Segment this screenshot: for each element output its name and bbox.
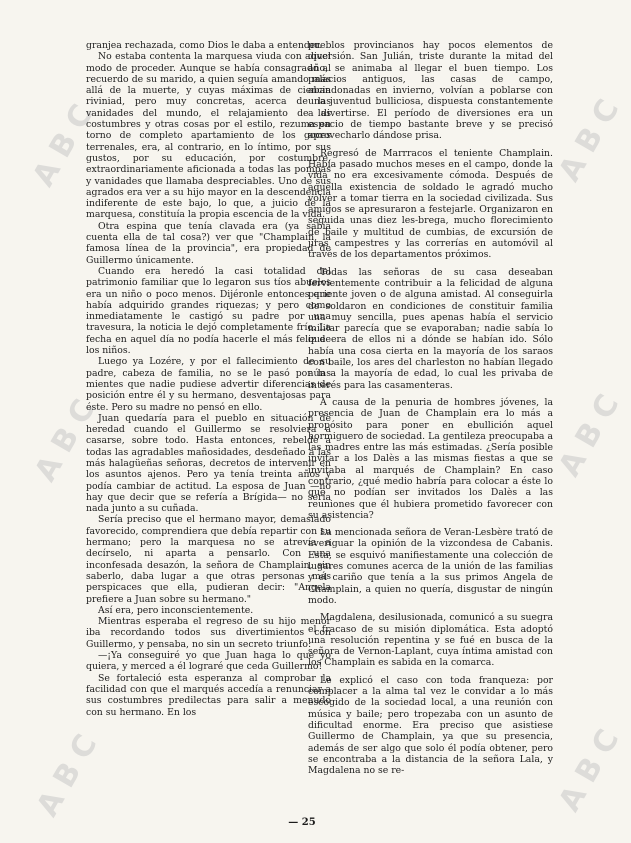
paragraph: Se fortaleció esta esperanza al comprobar la facilidad con que el marqués accedía a renunciar a sus costumbres predilectas para salir a menudo con su hermano. En los bbox=[86, 672, 331, 718]
paragraph: Regresó de Marrracos el teniente Champlain. Había pasado muchos meses en el campo, donde la vida no era excesivamente cómoda. Después de aquella existencia de soldado le agradó mucho volver a tomar tierra en la sociedad civilizada. Sus amigos se apresuraron a festejarle. Organizaron en seguida unas diez les-brega, mucho florecimiento de baile y multitud de cumbias, de excursión de jiras campestres y las correrías en automóvil al través de los departamentos próximos. bbox=[308, 147, 553, 261]
paragraph: Mientras esperaba el regreso de su hijo menor iba recordando todos sus divertimientos con Guillermo, y pensaba, no sin un secreto triunfo: bbox=[86, 616, 331, 650]
paragraph: pueblos provincianos hay pocos elementos de diversión. San Julián, triste durante la mitad del año, se animaba al llegar el buen tiempo. Los palacios antiguos, las casas de campo, abandonadas en invierno, volvían a poblarse con una juventud bulliciosa, dispuesta constantemente a divertirse. El período de diversiones era un espacio de tiempo bastante breve y se precisó aprovecharlo dándose prisa. bbox=[308, 40, 553, 142]
paragraph: Así era, pero inconscientemente. bbox=[98, 604, 254, 616]
right-text-column bbox=[308, 40, 553, 776]
watermark-abc: ABC bbox=[30, 720, 110, 823]
left-text-column bbox=[86, 40, 331, 718]
watermark-abc: ABC bbox=[552, 380, 631, 483]
watermark-abc: ABC bbox=[552, 715, 631, 818]
paragraph: Juan quedaría para el pueblo en situación de heredad cuando el Guillermo se resolviera a casarse, sobre todo. Hasta entonces, rebelde a todas las agradables mañosidades, desdeñado a las más halagüeñas señoras, decretos de intervenir en los asuntos ajenos. Pero ya tenía treinta años y podía cambiar de actitud. La esposa de Juan —no hay que decir que se refería a Brígida— no sería nada junto a su cuñada. bbox=[86, 412, 331, 515]
paragraph: Todas las señoras de su casa deseaban fervientemente contribuir a la felicidad de alguna pariente joven o de alguna amistad. Al conseguirla de soldaron en condiciones de constituir familia una muy sencilla, pues apenas había el servicio militar parecía que se evaporaban; nadie sabía lo que era de ellos ni a dónde se habían ido. Sólo había una cosa cierta en la mayoría de los saraos con baile, los ares del charleston no habían llegado aún a la mayoría de edad, lo cual les privaba de interés para las casamenteras. bbox=[308, 266, 553, 391]
paragraph: La mencionada señora de Veran-Lesbère trató de averiguar la opinión de la vizcondesa de Cabanis. Esta, se esquivó manifiestamente una colección de lugares comunes acerca de la unión de las familias y el cariño que tenía a la sus primos Angela de Champlain, a quien no quería, disgustar de ningún modo. bbox=[308, 527, 553, 606]
page-number: — 25 bbox=[288, 817, 316, 828]
watermark-abc: ABC bbox=[552, 85, 631, 188]
watermark-abc: ABC bbox=[28, 385, 108, 488]
paragraph: Magdalena, desilusionada, comunicó a su suegra el fracaso de su misión diplomática. Esta adoptó una resolución repentina y se fué en busca de la señora de Vernon-Laplant, cuya íntima amistad con los Champlain es sabida en la comarca. bbox=[308, 612, 553, 669]
paragraph: Sería preciso que el hermano mayor, demasiado favorecido, comprendiera que debía repartir con su hermano; pero la marquesa no se atrevía a decírselo, ni aparta a pensarlo. Con una inconfesada desazón, la señora de Champlain, sin saberlo, daba lugar a que otras personas más perspicaces que ella, pudieran decir: "Angela prefiere a Juan sobre su hermano." bbox=[86, 514, 331, 605]
paragraph: No estaba contenta la marquesa viuda con aquel modo de proceder. Aunque se había consagrado al recuerdo de su marido, a quien seguía amando más allá de la muerte, y cuyas máximas de ciencia riviniad, pero muy concretas, acerca de las vanidades del mundo, el relajamiento de las costumbres y otras cosas por el estilo, rezuma en torno de completo apartamiento de los goces terrenales, era, al contrario, en lo íntimo, por sus gustos, por su educación, por costumbre, extraordinariamente aficionada a todas las pompas y vanidades que llamaba despreciables. Uno de sus agrados era ver a su hijo mayor en la descendencia indiferente de este bajo, lo que, a juicio de la marquesa, constituía la propia escencia de la vida. bbox=[86, 51, 331, 221]
paragraph: Cuando era heredó la casi totalidad del patrimonio familiar que lo legaron sus tíos abuelos era un niño o poco menos. Dijéronle entonces que había adquirido grandes riquezas; y pero como inmediatamente le castigó su padre por una travesura, la noticia le dejó completamente frío. La fecha en aquel día no podía hacerle el más feliz de los niños. bbox=[86, 265, 331, 357]
paragraph: —¡Ya conseguiré yo que Juan haga lo que yo quiera, y merced a él lograré que ceda Guillermo! bbox=[86, 650, 331, 673]
watermark-abc: ABC bbox=[26, 90, 106, 193]
paragraph: A causa de la penuria de hombres jóvenes, la presencia de Juan de Champlain era lo más a propósito para poner en ebullición aquel hormiguero de sociedad. La gentileza preocupaba a las madres entre las más estimadas. ¿Sería posible invitar a los Dalès a las mismas fiestas a que se invitaba al marqués de Champlain? En caso contrario, ¿qué medio habría para colocar a éste lo que no podían ser invitados los Dalès a las reuniones que él hubiera prometido favorecer con su asistencia? bbox=[308, 396, 553, 521]
paragraph: granjea rechazada, como Dios le daba a entender. bbox=[86, 40, 322, 51]
paragraph: Otra espina que tenía clavada era (ya sabía cuenta ella de tal cosa?) ver que "Champlain, la famosa línea de la provincia", era propiedad de Guillermo únicamente. bbox=[86, 220, 331, 266]
paragraph: Luego ya Lozére, y por el fallecimiento de su padre, cabeza de familia, no se le pasó por las mientes que nadie pudiese advertir diferencias de posición entre él y su hermano, desventajosas para éste. Pero su madre no pensó en ello. bbox=[86, 356, 331, 413]
paragraph: Le explicó el caso con toda franqueza: por complacer a la alma tal vez le convidar a lo más escogido de la sociedad local, a una reunión con música y baile; pero tropezaba con un asunto de dificultad enorme. Era preciso que asistiese Guillermo de Champlain, ya que su presencia, además de ser algo que solo él podía obtener, pero se encontraba a la distancia de la señora Lala, y Magdalena no se re- bbox=[308, 674, 553, 777]
